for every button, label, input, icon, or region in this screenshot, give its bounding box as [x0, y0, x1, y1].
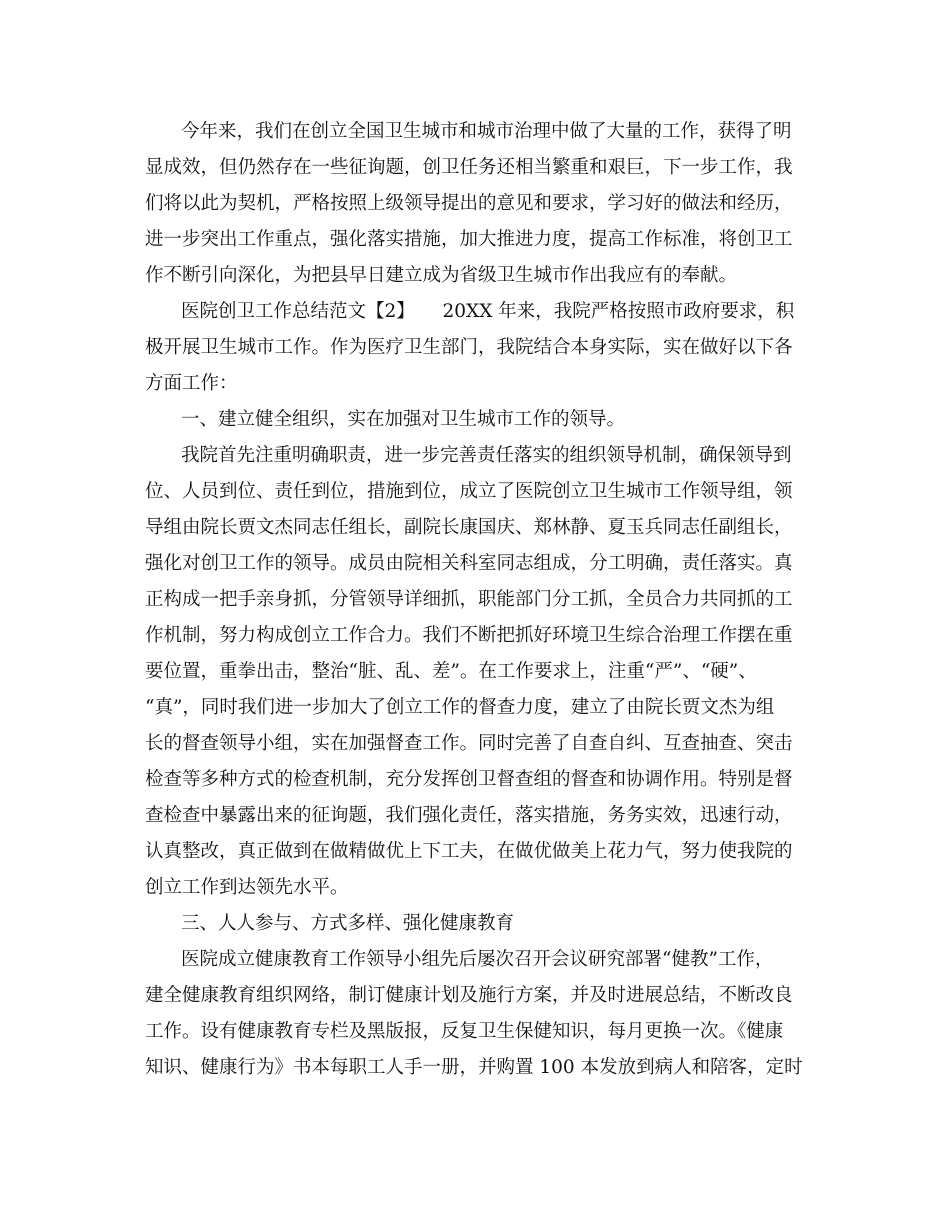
paragraph-line: 正构成一把手亲身抓，分管领导详细抓，职能部门分工抓，全员合力共同抓的工 [145, 589, 793, 610]
paragraph-line: 查检查中暴露出来的征询题，我们强化责任，落实措施，务务实效，迅速行动， [145, 805, 793, 826]
paragraph-line: 极开展卫生城市工作。作为医疗卫生部门，我院结合本身实际，实在做好以下各 [145, 337, 793, 358]
paragraph-line: 显成效，但仍然存在一些征询题，创卫任务还相当繁重和艰巨，下一步工作，我 [145, 157, 793, 178]
paragraph-line: 认真整改，真正做到在做精做优上下工夫，在做优做美上花力气，努力使我院的 [145, 841, 793, 862]
section-title-line: 医院创卫工作总结范文【2】 20XX 年来，我院严格按照市政府要求，积 [181, 301, 795, 322]
paragraph-line: 要位置，重拳出击，整治“脏、乱、差”。在工作要求上，注重“严”、“硬”、 [145, 661, 757, 682]
paragraph-line: 方面工作： [145, 373, 238, 394]
paragraph-line: 创立工作到达领先水平。 [145, 877, 349, 898]
paragraph-line: 工作。设有健康教育专栏及黑版报，反复卫生保健知识，每月更换一次。《健康 [145, 1021, 784, 1042]
paragraph-line: 我院首先注重明确职责，进一步完善责任落实的组织领导机制，确保领导到 [181, 445, 792, 466]
paragraph-line: 位、人员到位、责任到位，措施到位，成立了医院创立卫生城市工作领导组，领 [145, 481, 793, 502]
paragraph-line: 医院成立健康教育工作领导小组先后屡次召开会议研究部署“健教”工作， [181, 949, 774, 970]
paragraph-line: 今年来，我们在创立全国卫生城市和城市治理中做了大量的工作，获得了明 [181, 121, 792, 142]
paragraph-line: 检查等多种方式的检查机制，充分发挥创卫督查组的督查和协调作用。特别是督 [145, 769, 793, 790]
paragraph-line: 长的督查领导小组，实在加强督查工作。同时完善了自查自纠、互查抽查、突击 [145, 733, 793, 754]
paragraph-line: “真”，同时我们进一步加大了创立工作的督查力度，建立了由院长贾文杰为组 [145, 697, 775, 718]
paragraph-line: 知识、健康行为》书本每职工人手一册，并购置 100 本发放到病人和陪客，定时 [145, 1057, 803, 1078]
paragraph-line: 建全健康教育组织网络，制订健康计划及施行方案，并及时进展总结，不断改良 [145, 985, 793, 1006]
paragraph-line: 强化对创卫工作的领导。成员由院相关科室同志组成，分工明确，责任落实。真 [145, 553, 793, 574]
paragraph-line: 导组由院长贾文杰同志任组长，副院长康国庆、郑林静、夏玉兵同志任副组长， [145, 517, 793, 538]
paragraph-line: 作机制，努力构成创立工作合力。我们不断把抓好环境卫生综合治理工作摆在重 [145, 625, 793, 646]
section-heading: 一、建立健全组织，实在加强对卫生城市工作的领导。 [181, 409, 626, 430]
paragraph-line: 作不断引向深化，为把县早日建立成为省级卫生城市作出我应有的奉献。 [145, 265, 738, 286]
paragraph-line: 们将以此为契机，严格按照上级领导提出的意见和要求，学习好的做法和经历， [145, 193, 793, 214]
section-heading: 三、人人参与、方式多样、强化健康教育 [181, 913, 515, 934]
paragraph-line: 进一步突出工作重点，强化落实措施，加大推进力度，提高工作标准，将创卫工 [145, 229, 793, 250]
